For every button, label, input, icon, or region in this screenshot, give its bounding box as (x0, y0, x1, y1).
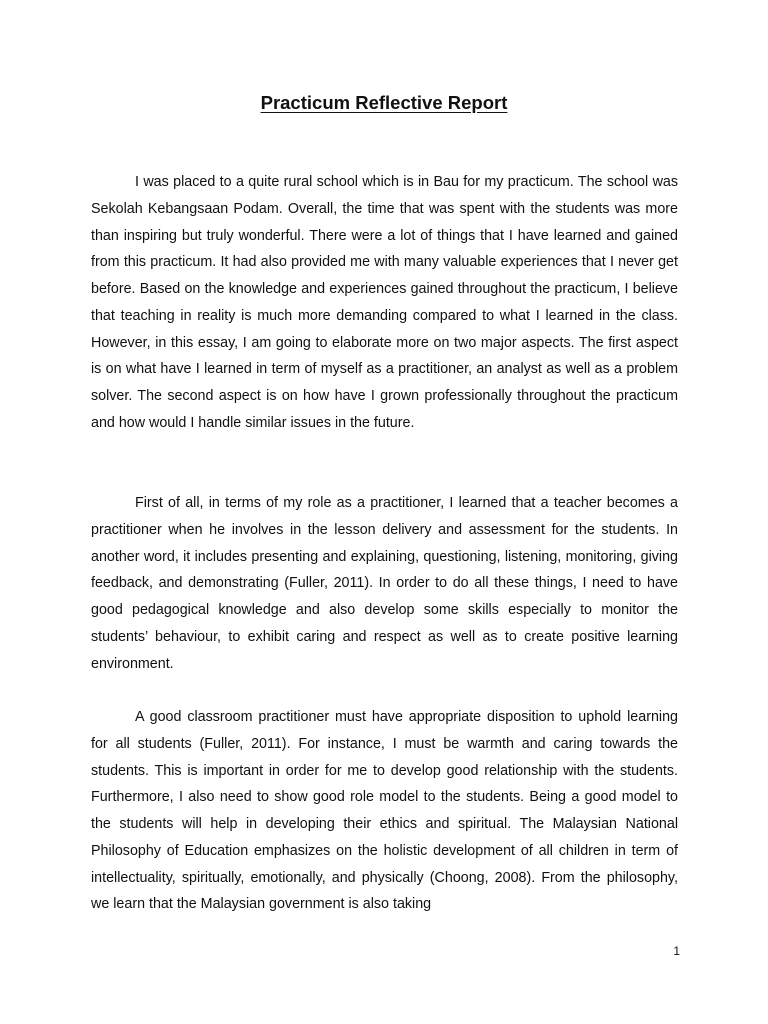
paragraph-classroom-practitioner: A good classroom practitioner must have appropriate disposition to uphold learning for all students (Fuller, 2011). For instance, I must be warmth and caring towards the students. This is important in order for me to develop good relationship with the students. Furthermore, I also need to show good role model to the students. Being a good model to the students will help in developing their ethics and spiritual. The Malaysian National Philosophy of Education emphasizes on the holistic development of all children in term of intellectuality, spiritually, emotionally, and physically (Choong, 2008). From the philosophy, we learn that the Malaysian government is also taking (91, 709, 678, 913)
paragraph-introduction: I was placed to a quite rural school which is in Bau for my practicum. The school was Sekolah Kebangsaan Podam. Overall, the time that was spent with the students was more than inspiring but truly wonderful. There were a lot of things that I have learned and gained from this practicum. It had also provided me with many valuable experiences that I never get before. Based on the knowledge and experiences gained throughout the practicum, I believe that teaching in reality is much more demanding compared to what I learned in the class. However, in this essay, I am going to elaborate more on two major aspects. The first aspect is on what have I learned in term of myself as a practitioner, an analyst as well as a problem solver. The second aspect is on how have I grown professionally throughout the practicum and how would I handle similar issues in the future. (91, 174, 678, 431)
paragraph-practitioner-role: First of all, in terms of my role as a practitioner, I learned that a teacher becomes a practitioner when he involves in the lesson delivery and assessment for the students. In another word, it includes presenting and explaining, questioning, listening, monitoring, giving feedback, and demonstrating (Fuller, 2011). In order to do all these things, I need to have good pedagogical knowledge and also develop some skills especially to monitor the students’ behaviour, to exhibit caring and respect as well as to create positive learning environment. (91, 495, 678, 672)
document-title: Practicum Reflective Report (260, 92, 508, 113)
page-number: 1 (673, 944, 680, 958)
